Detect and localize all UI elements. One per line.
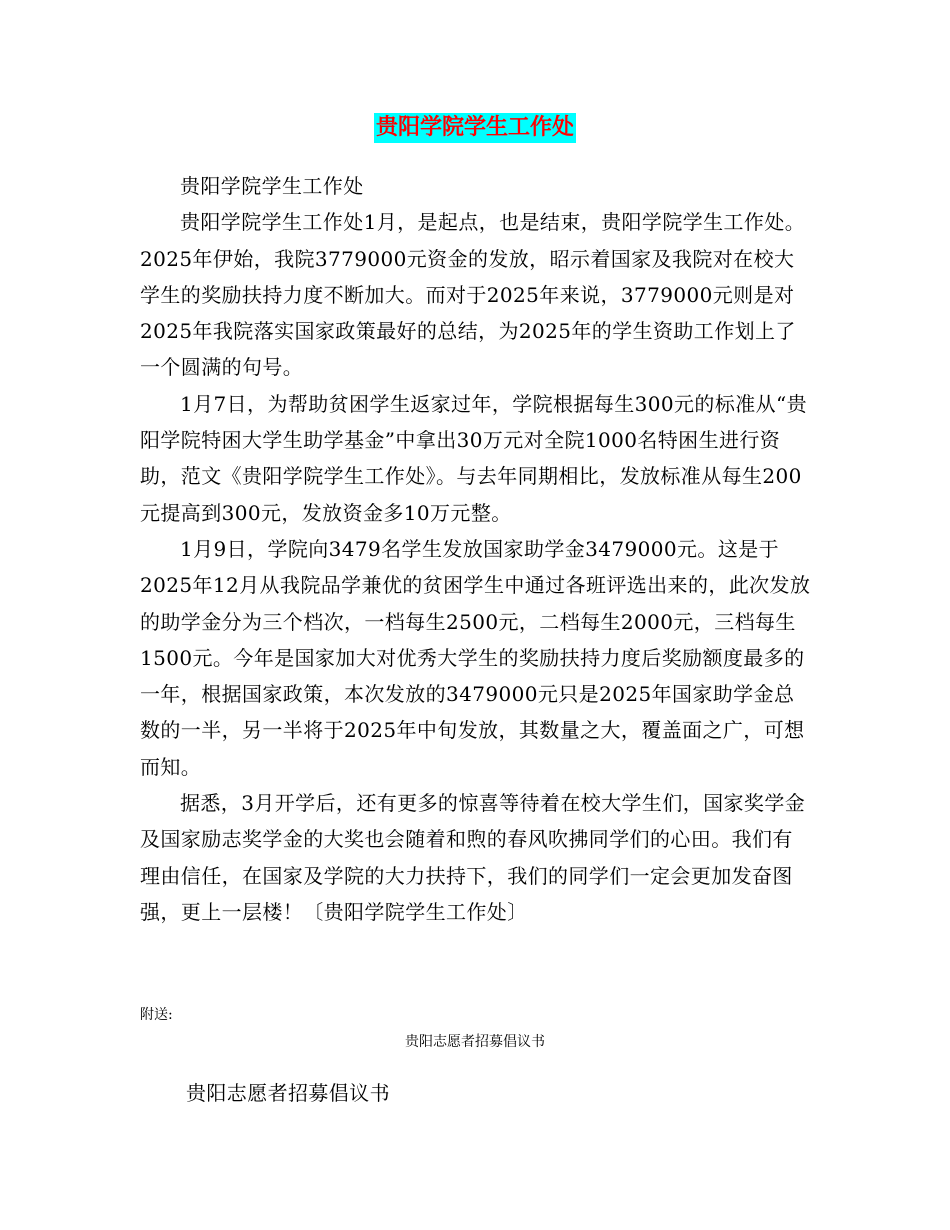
paragraph-jan-9: 1月9日，学院向3479名学生发放国家助学金3479000元。这是于2025年12月从我院品学兼优的贫困学生中通过各班评选出来的，此次发放的助学金分为三个档次，一档每生2500元，二档每生2000元，三档每生1500元。今年是国家加大对优秀大学生的奖励扶持力度后奖励额度最多的一年，根据国家政策，本次发放的3479000元只是2025年国家助学金总数的一半，另一半将于2025年中旬发放，其数量之大，覆盖面之广，可想而知。 <box>140 536 811 779</box>
paragraph-jan-7: 1月7日，为帮助贫困学生返家过年，学院根据每生300元的标准从“贵阳学院特困大学生助学基金”中拿出30万元对全院1000名特困生进行资助，范文《贵阳学院学生工作处》。与去年同期相比，发放标准从每生200元提高到300元，发放资金多10万元整。 <box>140 391 808 525</box>
appendix-label: 附送: <box>140 1007 173 1023</box>
paragraph-outlook: 据悉，3月开学后，还有更多的惊喜等待着在校大学生们，国家奖学金及国家励志奖学金的大奖也会随着和煦的春风吹拂同学们的心田。我们有理由信任，在国家及学院的大力扶持下，我们的同学们一定会更加发奋图强，更上一层楼！〔贵阳学院学生工作处〕 <box>140 791 806 924</box>
document-body <box>140 168 812 930</box>
document-title-wrap <box>0 113 950 143</box>
paragraph-heading: 贵阳学院学生工作处 <box>180 174 364 198</box>
document-title: 贵阳学院学生工作处 <box>374 113 576 143</box>
appendix-title: 贵阳志愿者招募倡议书 <box>405 1034 545 1050</box>
paragraph-intro: 贵阳学院学生工作处1月，是起点，也是结束，贵阳学院学生工作处。2025年伊始，我院3779000元资金的发放，昭示着国家及我院对在校大学生的奖励扶持力度不断加大。而对于2025年来说，3779000元则是对2025年我院落实国家政策最好的总结，为2025年的学生资助工作划上了一个圆满的句号。 <box>140 210 806 380</box>
appendix-heading: 贵阳志愿者招募倡议书 <box>186 1081 390 1105</box>
